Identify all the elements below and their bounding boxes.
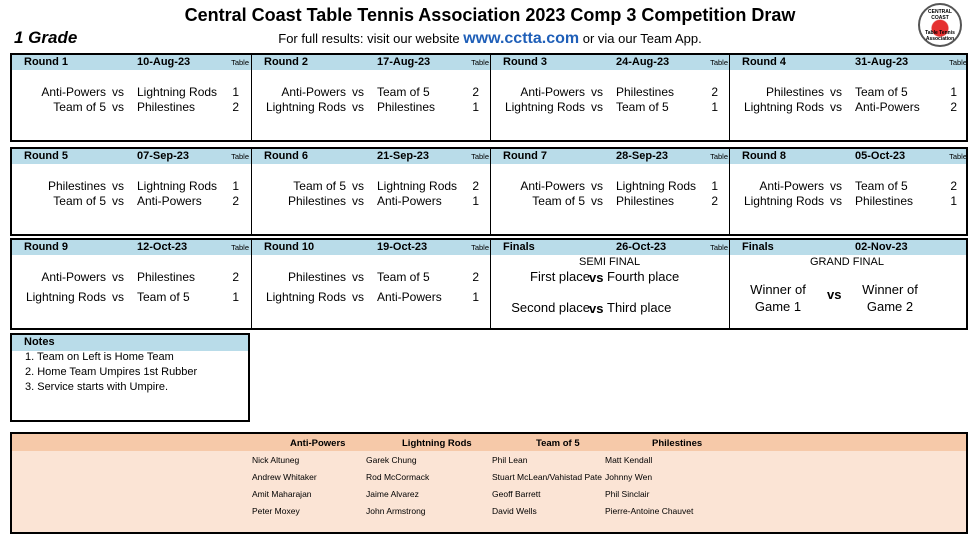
round-name: Finals [742, 241, 774, 253]
player-name: John Armstrong [366, 506, 426, 516]
round-name: Round 3 [503, 56, 547, 68]
subtitle-pre: For full results: visit our website [278, 31, 460, 46]
home-team: Lightning Rods [265, 100, 346, 114]
semi-game1-away: Fourth place [607, 269, 680, 284]
round-cell [490, 149, 730, 234]
round-date: 28-Sep-23 [616, 150, 668, 162]
table-header: Table [231, 58, 249, 67]
table-number: 1 [711, 179, 718, 193]
round-name: Round 6 [264, 150, 308, 162]
home-team: Lightning Rods [504, 100, 585, 114]
page-title: Central Coast Table Tennis Association 2023 Comp 3 Competition Draw [184, 5, 796, 25]
round-date: 21-Sep-23 [377, 150, 429, 162]
home-team: Philestines [287, 270, 346, 284]
roster-header [12, 434, 966, 451]
table-number: 2 [711, 194, 718, 208]
table-number: 2 [950, 179, 957, 193]
table-header: Table [471, 58, 489, 67]
away-team: Philestines [616, 85, 675, 99]
logo-text-bottom: Table Tennis Association [925, 30, 955, 42]
team-name: Philestines [652, 438, 703, 449]
home-team: Team of 5 [53, 194, 106, 208]
association-logo [918, 3, 962, 47]
table-header: Table [710, 243, 728, 252]
round-date: 10-Aug-23 [137, 56, 191, 68]
home-team: Anti-Powers [520, 179, 585, 193]
round-cell [12, 149, 251, 234]
table-header: Table [471, 243, 489, 252]
away-team: Anti-Powers [137, 194, 202, 208]
notes-title: Notes [24, 336, 55, 348]
away-team: Lightning Rods [616, 179, 697, 193]
round-date: 17-Aug-23 [377, 56, 431, 68]
vs-label: vs [112, 270, 124, 284]
semi-game2-vs: vs [589, 301, 604, 316]
draw-block-2 [10, 147, 968, 236]
vs-label: vs [591, 85, 603, 99]
vs-label: vs [830, 85, 842, 99]
player-name: Phil Sinclair [605, 489, 650, 499]
round-cell [12, 55, 251, 140]
home-team: Anti-Powers [281, 85, 346, 99]
table-header: Table [231, 243, 249, 252]
round-date: 31-Aug-23 [855, 56, 909, 68]
home-team: Philestines [765, 85, 824, 99]
round-date: 26-Oct-23 [616, 241, 667, 253]
player-name: Johnny Wen [605, 472, 653, 482]
vs-label: vs [591, 179, 603, 193]
away-team: Team of 5 [855, 85, 908, 99]
table-header: Table [710, 58, 728, 67]
logo-text-top: CENTRAL COAST [928, 9, 952, 21]
round-date: 07-Sep-23 [137, 150, 189, 162]
subtitle [0, 30, 980, 48]
semi-final-cell [490, 240, 730, 328]
table-number: 1 [232, 290, 239, 304]
semi-game1-vs: vs [589, 270, 604, 285]
grand-home-l1: Winner of [750, 282, 806, 297]
semi-game1-home: First place [530, 269, 590, 284]
away-team: Philestines [137, 100, 196, 114]
player-name: David Wells [492, 506, 537, 516]
player-name: Jaime Alvarez [366, 489, 419, 499]
team-rosters [10, 432, 968, 534]
vs-label: vs [112, 100, 124, 114]
player-name: Phil Lean [492, 455, 528, 465]
website-link[interactable]: www.cctta.com [463, 30, 580, 47]
draw-block-1 [10, 53, 968, 142]
player-name: Amit Maharajan [252, 489, 312, 499]
round-name: Round 10 [264, 241, 315, 253]
table-number: 1 [472, 100, 479, 114]
table-number: 1 [472, 290, 479, 304]
grand-away-l1: Winner of [862, 282, 918, 297]
home-team: Anti-Powers [41, 85, 106, 99]
table-number: 2 [232, 100, 239, 114]
team-name: Anti-Powers [290, 438, 346, 449]
round-name: Round 1 [24, 56, 68, 68]
away-team: Lightning Rods [377, 179, 458, 193]
round-cell [251, 55, 491, 140]
table-number: 2 [232, 194, 239, 208]
vs-label: vs [112, 194, 124, 208]
table-number: 2 [472, 270, 479, 284]
vs-label: vs [352, 194, 364, 208]
draw-block-3 [10, 238, 968, 330]
home-team: Lightning Rods [25, 290, 106, 304]
vs-label: vs [352, 179, 364, 193]
vs-label: vs [352, 85, 364, 99]
home-team: Philestines [47, 179, 106, 193]
home-team: Lightning Rods [265, 290, 346, 304]
round-name: Finals [503, 241, 535, 253]
table-number: 1 [950, 85, 957, 99]
away-team: Team of 5 [855, 179, 908, 193]
vs-label: vs [112, 290, 124, 304]
semi-game2-home: Second place [511, 300, 590, 315]
away-team: Philestines [855, 194, 914, 208]
table-number: 1 [232, 179, 239, 193]
round-name: Round 8 [742, 150, 786, 162]
grade-label: 1 Grade [14, 28, 78, 47]
away-team: Anti-Powers [377, 290, 442, 304]
table-header: Table [949, 58, 967, 67]
table-number: 1 [711, 100, 718, 114]
vs-label: vs [591, 100, 603, 114]
table-header: Table [949, 152, 967, 161]
vs-label: vs [352, 290, 364, 304]
table-number: 1 [950, 194, 957, 208]
note-item: 2. Home Team Umpires 1st Rubber [25, 366, 198, 378]
table-number: 2 [711, 85, 718, 99]
player-name: Andrew Whitaker [252, 472, 317, 482]
home-team: Team of 5 [532, 194, 585, 208]
round-name: Round 4 [742, 56, 786, 68]
player-name: Garek Chung [366, 455, 417, 465]
player-name: Rod McCormack [366, 472, 430, 482]
subtitle-post: or via our Team App. [582, 31, 702, 46]
home-team: Anti-Powers [759, 179, 824, 193]
round-name: Round 2 [264, 56, 308, 68]
vs-label: vs [830, 100, 842, 114]
player-name: Geoff Barrett [492, 489, 541, 499]
round-cell [251, 149, 491, 234]
note-item: 1. Team on Left is Home Team [25, 351, 174, 363]
round-date: 19-Oct-23 [377, 241, 428, 253]
round-cell [729, 55, 969, 140]
round-name: Round 5 [24, 150, 68, 162]
vs-label: vs [591, 194, 603, 208]
grand-home-l2: Game 1 [754, 299, 802, 314]
grand-final-cell [729, 240, 969, 328]
vs-label: vs [830, 179, 842, 193]
round-date: 05-Oct-23 [855, 150, 906, 162]
home-team: Philestines [287, 194, 346, 208]
round-cell [12, 240, 251, 328]
player-name: Matt Kendall [605, 455, 653, 465]
vs-label: vs [112, 179, 124, 193]
round-cell [251, 240, 491, 328]
vs-label: vs [112, 85, 124, 99]
semi-game2-away: Third place [607, 300, 672, 315]
away-team: Team of 5 [137, 290, 190, 304]
home-team: Anti-Powers [41, 270, 106, 284]
round-date: 12-Oct-23 [137, 241, 188, 253]
away-team: Philestines [137, 270, 196, 284]
vs-label: vs [352, 100, 364, 114]
away-team: Lightning Rods [137, 179, 218, 193]
grand-final-label: GRAND FINAL [810, 256, 884, 268]
away-team: Anti-Powers [855, 100, 920, 114]
table-number: 2 [232, 270, 239, 284]
table-number: 2 [472, 179, 479, 193]
home-team: Team of 5 [53, 100, 106, 114]
grand-vs: vs [827, 287, 842, 302]
away-team: Philestines [616, 194, 675, 208]
home-team: Lightning Rods [743, 194, 824, 208]
away-team: Philestines [377, 100, 436, 114]
player-name: Peter Moxey [252, 506, 300, 516]
player-name: Nick Altuneg [252, 455, 300, 465]
table-header: Table [710, 152, 728, 161]
table-number: 2 [950, 100, 957, 114]
away-team: Lightning Rods [137, 85, 218, 99]
home-team: Lightning Rods [743, 100, 824, 114]
round-name: Round 9 [24, 241, 68, 253]
home-team: Anti-Powers [520, 85, 585, 99]
notes-box [10, 333, 250, 422]
round-date: 02-Nov-23 [855, 241, 908, 253]
table-header: Table [231, 152, 249, 161]
grand-away-l2: Game 2 [866, 299, 914, 314]
round-date: 24-Aug-23 [616, 56, 670, 68]
away-team: Team of 5 [377, 85, 430, 99]
vs-label: vs [352, 270, 364, 284]
table-header: Table [471, 152, 489, 161]
round-cell [729, 149, 969, 234]
away-team: Anti-Powers [377, 194, 442, 208]
table-number: 2 [472, 85, 479, 99]
round-name: Round 7 [503, 150, 547, 162]
semi-final-label: SEMI FINAL [579, 256, 641, 268]
note-item: 3. Service starts with Umpire. [25, 381, 169, 393]
home-team: Team of 5 [293, 179, 346, 193]
round-cell [490, 55, 730, 140]
table-number: 1 [232, 85, 239, 99]
player-name: Pierre-Antoine Chauvet [605, 506, 694, 516]
team-name: Lightning Rods [402, 438, 472, 449]
away-team: Team of 5 [377, 270, 430, 284]
team-name: Team of 5 [536, 438, 580, 449]
player-name: Stuart McLean/Vahistad Pate [492, 472, 602, 482]
vs-label: vs [830, 194, 842, 208]
away-team: Team of 5 [616, 100, 669, 114]
table-number: 1 [472, 194, 479, 208]
